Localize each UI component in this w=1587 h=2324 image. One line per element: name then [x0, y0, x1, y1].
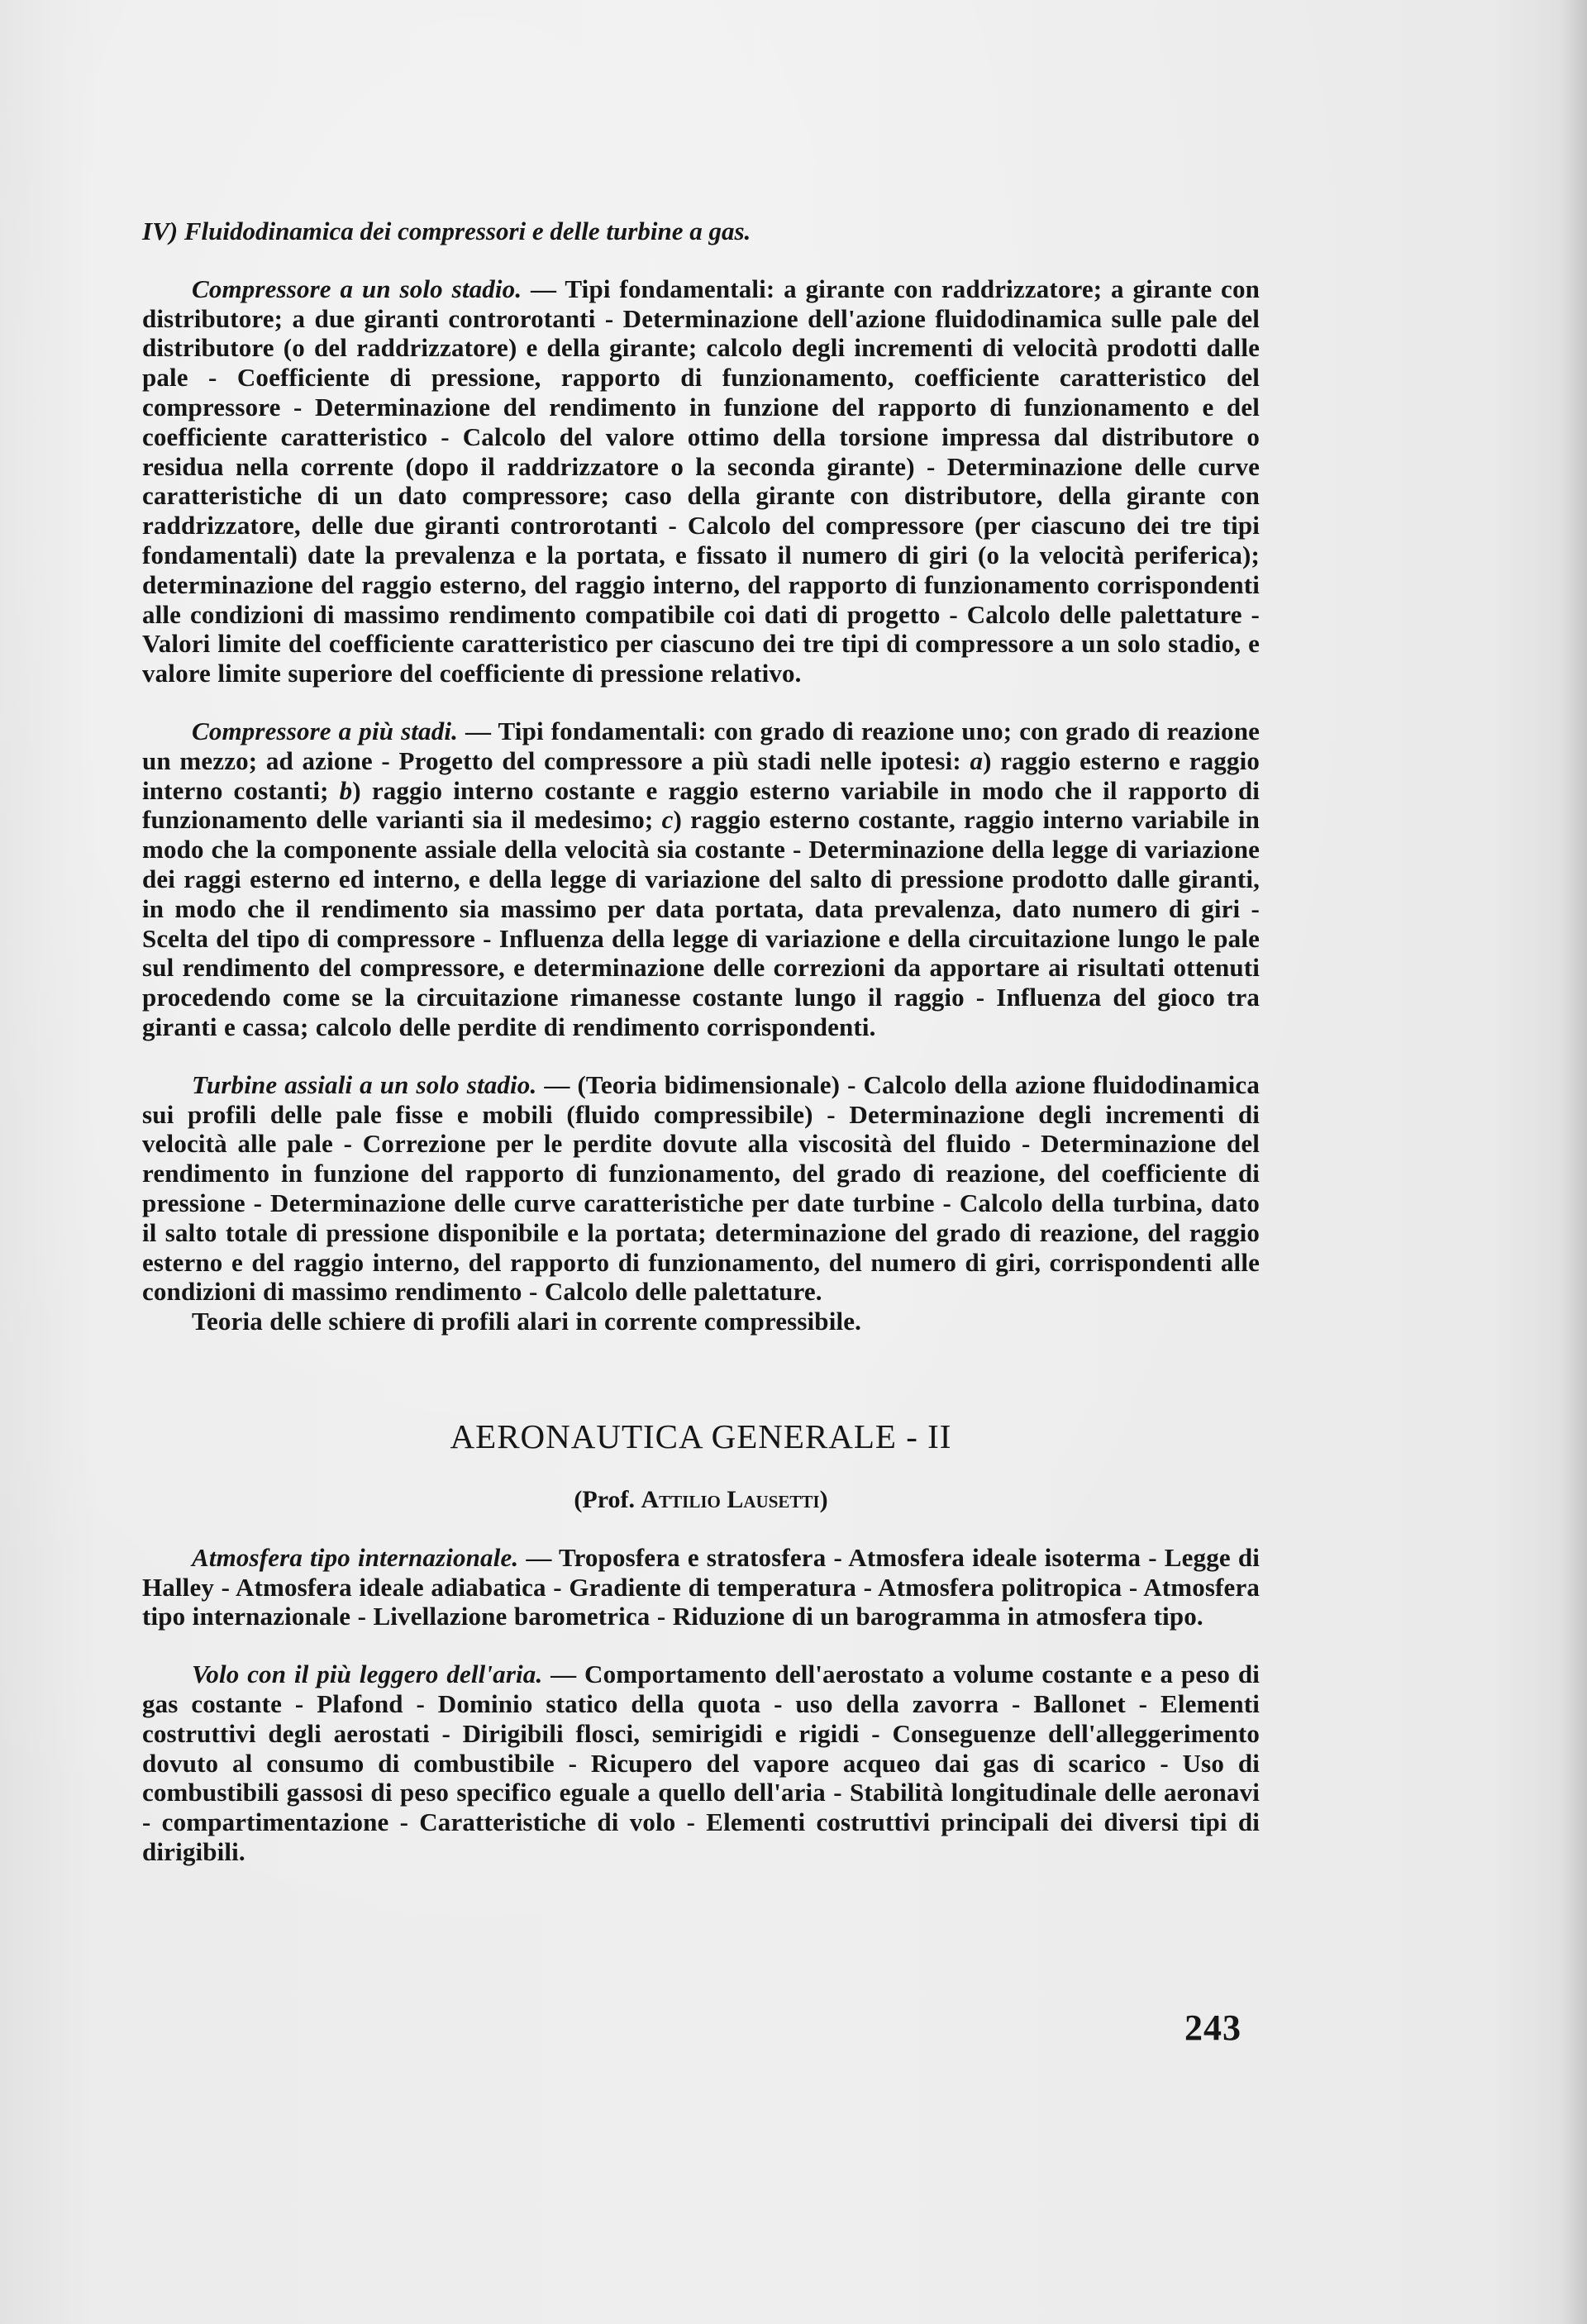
paragraph-body: — Tipi fondamentali: con grado di reazione uno; con grado di reazione un mezzo; ad azione - Progetto del compressore a più stadi nelle ipotesi: [142, 716, 1260, 775]
paragraph-lead: Compressore a più stadi. [192, 716, 459, 745]
paragraph-body: ) raggio interno costante e raggio esterno variabile in modo che il rapporto di funzionamento delle varianti sia il medesimo; [142, 775, 1260, 835]
list-marker-a: a [970, 745, 984, 775]
course-title: AERONAUTICA GENERALE - II [450, 1417, 952, 1455]
paragraph-turbine-assiali [142, 1070, 1260, 1307]
professor-suffix: ) [819, 1485, 828, 1513]
paragraph-body: — Tipi fondamentali: a girante con raddrizzatore; a girante con distributore; a due giranti controrotanti - Determinazione dell'azione fluidodinamica sulle pale del distributore (o del raddrizzatore) e della girante; calcolo degli incrementi di velocità prodotti dalle pale - Coefficiente di pressione, rapporto di funzionamento, coefficiente caratteristico del compressore - Determinazione del rendimento in funzione del rapporto di funzionamento e del coefficiente caratteristico - Calcolo del valore ottimo della torsione impressa dal distributore o residua nella corrente (dopo il raddrizzatore o la seconda girante) - Determinazione delle curve caratteristiche di un dato compressore; caso della girante con distributore, della girante con raddrizzatore, delle due giranti controrotanti - Calcolo del compressore (per ciascuno dei tre tipi fondamentali) date la prevalenza e la portata, e fissato il numero di giri (o la velocità periferica); determinazione del raggio esterno, del raggio interno, del rapporto di funzionamento corrispondenti alle condizioni di massimo rendimento compatibile coi dati di progetto - Calcolo delle palettature - Valori limite del coefficiente caratteristico per ciascuno dei tre tipi di compressore a un solo stadio, e valore limite superiore del coefficiente di pressione relativo. [142, 274, 1260, 688]
paragraph-body: — Comportamento dell'aerostato a volume costante e a peso di gas costante - Plafond - Dominio statico della quota - uso della zavorra - Ballonet - Elementi costruttivi degli aerostati - Dirigibili flosci, semirigidi e rigidi - Conseguenze dell'alleggerimento dovuto al consumo di combustibile - Ricupero del vapore acqueo dai gas di scarico - Uso di combustibili gassosi di peso specifico eguale a quello dell'aria - Stabilità longitudinale delle aeronavi - compartimentazione - Caratteristiche di volo - Elementi costruttivi principali dei diversi tipi di dirigibili. [142, 1660, 1260, 1867]
paragraph-body: ) raggio esterno costante, raggio interno variabile in modo che la componente assiale della velocità sia costante - Determinazione della legge di variazione dei raggi esterno ed interno, e della legge di variazione del salto di pressione prodotto dalle giranti, in modo che il rendimento sia massimo per data portata, data prevalenza, dato numero di giri - Scelta del tipo di compressore - Influenza della legge di variazione e della circuitazione lungo le pale sul rendimento del compressore, e determinazione delle correzioni da apportare ai risultati ottenuti procedendo come se la circuitazione rimanesse costante lungo il raggio - Influenza del gioco tra giranti e cassa; calcolo delle perdite di rendimento corrispondenti. [142, 805, 1260, 1041]
paragraph-body: — Troposfera e stratosfera - Atmosfera ideale isoterma - Legge di Halley - Atmosfera ideale adiabatica - Gradiente di temperatura - Atmosfera politropica - Atmosfera tipo internazionale - Livellazione barometrica - Riduzione di un barogramma in atmosfera tipo. [142, 1542, 1260, 1631]
professor-prefix: (Prof. [574, 1485, 641, 1513]
paragraph-atmosfera [142, 1543, 1260, 1631]
paragraph-lead: Compressore a un solo stadio. [192, 274, 522, 303]
paragraph-gap [142, 1042, 1260, 1070]
paragraph-gap [142, 688, 1260, 717]
list-marker-b: b [339, 775, 353, 805]
paragraph-lead: Turbine assiali a un solo stadio. [192, 1069, 537, 1099]
page-number: 243 [1184, 2007, 1241, 2048]
professor-name: Attilio Lausetti [641, 1485, 820, 1513]
paragraph-body: Teoria delle schiere di profili alari in corrente compressibile. [192, 1307, 862, 1336]
paragraph-body: — (Teoria bidimensionale) - Calcolo della azione fluidodinamica sui profili delle pale fisse e mobili (fluido compressibile) - Determinazione degli incrementi di velocità alle pale - Correzione per le perdite dovute alla viscosità del fluido - Determinazione del rendimento in funzione del rapporto di funzionamento, del grado di reazione, del coefficiente di pressione - Determinazione delle curve caratteristiche per date turbine - Calcolo della turbina, dato il salto totale di pressione disponibile e la portata; determinazione del grado di reazione, del raggio esterno e del raggio interno, del rapporto di funzionamento, del numero di giri, corrispondenti alle condizioni di massimo rendimento - Calcolo delle palettature. [142, 1069, 1260, 1307]
paragraph-body: ) raggio esterno e raggio interno costanti; [142, 745, 1260, 805]
paragraph-teoria-schiere [142, 1307, 1260, 1336]
paragraph-volo-leggero [142, 1660, 1260, 1867]
paragraph-lead: Atmosfera tipo internazionale. [192, 1542, 519, 1572]
paragraph-compressore-piu-stadi [142, 717, 1260, 1042]
page-edge-shadow [1561, 0, 1587, 2324]
paragraph-gap [142, 1631, 1260, 1660]
page-content [142, 217, 1260, 1867]
course-professor [142, 1485, 1260, 1515]
section-heading: IV) Fluidodinamica dei compressori e delle turbine a gas. [142, 217, 751, 245]
paragraph-lead: Volo con il più leggero dell'aria. [192, 1660, 543, 1689]
paragraph-compressore-un-stadio [142, 274, 1260, 688]
list-marker-c: c [661, 805, 674, 835]
